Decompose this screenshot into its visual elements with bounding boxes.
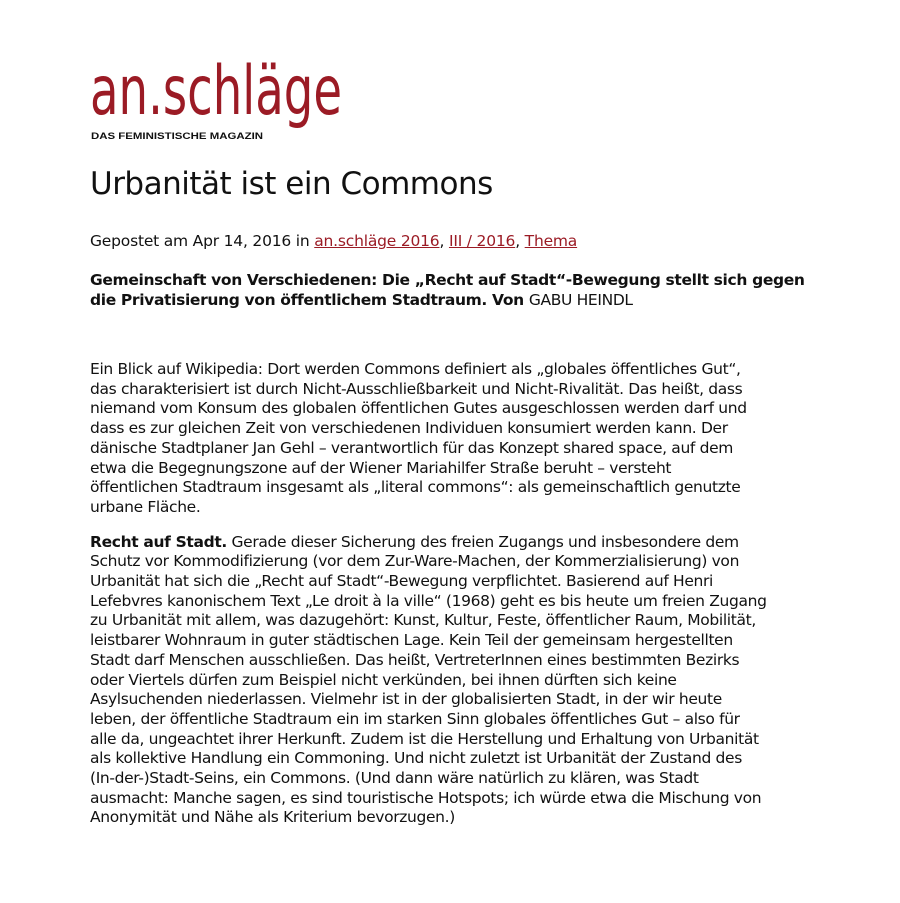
body-line: Stadt darf Menschen ausschließen. Das heißt, VertreterInnen eines bestimmten Bezirks <box>90 650 740 669</box>
category-link-issue-iii-2016[interactable]: III / 2016 <box>448 232 516 250</box>
body-line: zu Urbanität mit allem, was dazugehört: Kunst, Kultur, Feste, öffentlicher Raum, Mobilität, <box>90 611 756 630</box>
body-line: alle da, ungeachtet ihrer Herkunft. Zudem ist die Herstellung und Erhaltung von Urbanität <box>90 729 759 748</box>
body-line: leben, der öffentliche Stadtraum ein im starken Sinn globales öffentliches Gut – also für <box>90 709 740 728</box>
category-separator: , <box>515 232 525 250</box>
body-line: etwa die Begegnungszone auf der Wiener Mariahilfer Straße beruht – versteht <box>90 458 672 477</box>
body-line: Anonymität und Nähe als Kriterium bevorzugen.) <box>90 808 455 827</box>
body-line: ausmacht: Manche sagen, es sind touristische Hotspots; ich würde etwa die Mischung von <box>90 788 762 807</box>
body-line: Lefebvres kanonischem Text „Le droit à la ville“ (1968) geht es bis heute um freien Zugang <box>90 591 767 610</box>
category-separator: , <box>439 232 449 250</box>
body-line: Urbanität hat sich die „Recht auf Stadt“-Bewegung verpflichtet. Basierend auf Henri <box>90 572 713 591</box>
body-line: urbane Fläche. <box>90 497 201 516</box>
site-logo-link[interactable] <box>90 52 344 142</box>
body-paragraph-1 <box>90 360 830 518</box>
site-logo <box>90 52 344 142</box>
body-line: dass es zur gleichen Zeit von verschiedenen Individuen konsumiert werden kann. Der <box>90 419 728 438</box>
body-line: dänische Stadtplaner Jan Gehl – verantwortlich für das Konzept shared space, auf dem <box>90 438 734 457</box>
body-line: als kollektive Handlung ein Commoning. Und nicht zuletzt ist Urbanität der Zustand des <box>90 749 742 768</box>
category-link-thema[interactable]: Thema <box>524 232 578 250</box>
logo-tagline: DAS FEMINISTISCHE MAGAZIN <box>91 131 264 142</box>
body-paragraph-2 <box>90 533 830 829</box>
article-body <box>90 360 830 828</box>
article-page <box>90 52 830 843</box>
post-meta <box>90 230 830 252</box>
author-name: GABU HEINDL <box>528 291 633 309</box>
logo-wordmark: an.schläge <box>90 52 342 131</box>
body-line: Gerade dieser Sicherung des freien Zugangs und insbesondere dem <box>226 532 739 551</box>
category-link-an-schlaege-2016[interactable]: an.schläge 2016 <box>314 232 440 250</box>
body-line: das charakterisiert ist durch Nicht-Ausschließbarkeit und Nicht-Rivalität. Das heißt, dass <box>90 379 743 398</box>
body-line: Ein Blick auf Wikipedia: Dort werden Commons definiert als „globales öffentliches Gut“, <box>90 360 741 378</box>
post-meta-prefix: Gepostet am Apr 14, 2016 in <box>90 232 315 250</box>
article-lead <box>90 270 830 310</box>
section-runin-heading: Recht auf Stadt. <box>90 532 227 551</box>
body-line: öffentlichen Stadtraum insgesamt als „literal commons“: als gemeinschaftlich genutzte <box>90 478 741 497</box>
body-line: Schutz vor Kommodifizierung (vor dem Zur-Ware-Machen, der Kommerzialisierung) von <box>90 552 740 571</box>
body-line: leistbarer Wohnraum in guter städtischen Lage. Kein Teil der gemeinsam hergestellten <box>90 631 733 650</box>
body-line: niemand vom Konsum des globalen öffentlichen Gutes ausgeschlossen werden darf und <box>90 399 747 418</box>
body-line: (In-der-)Stadt-Seins, ein Commons. (Und dann wäre natürlich zu klären, was Stadt <box>90 769 699 788</box>
lead-text: Gemeinschaft von Verschiedenen: Die „Recht auf Stadt“-Bewegung stellt sich gegen die Privatisierung von öffentlichem Stadtraum. Von <box>90 271 805 309</box>
body-line: Asylsuchenden niederlassen. Vielmehr ist in der globalisierten Stadt, in der wir heute <box>90 690 722 709</box>
article-title: Urbanität ist ein Commons <box>90 166 493 202</box>
body-line: oder Viertels dürfen zum Beispiel nicht verkünden, bei ihnen dürften sich keine <box>90 670 677 689</box>
